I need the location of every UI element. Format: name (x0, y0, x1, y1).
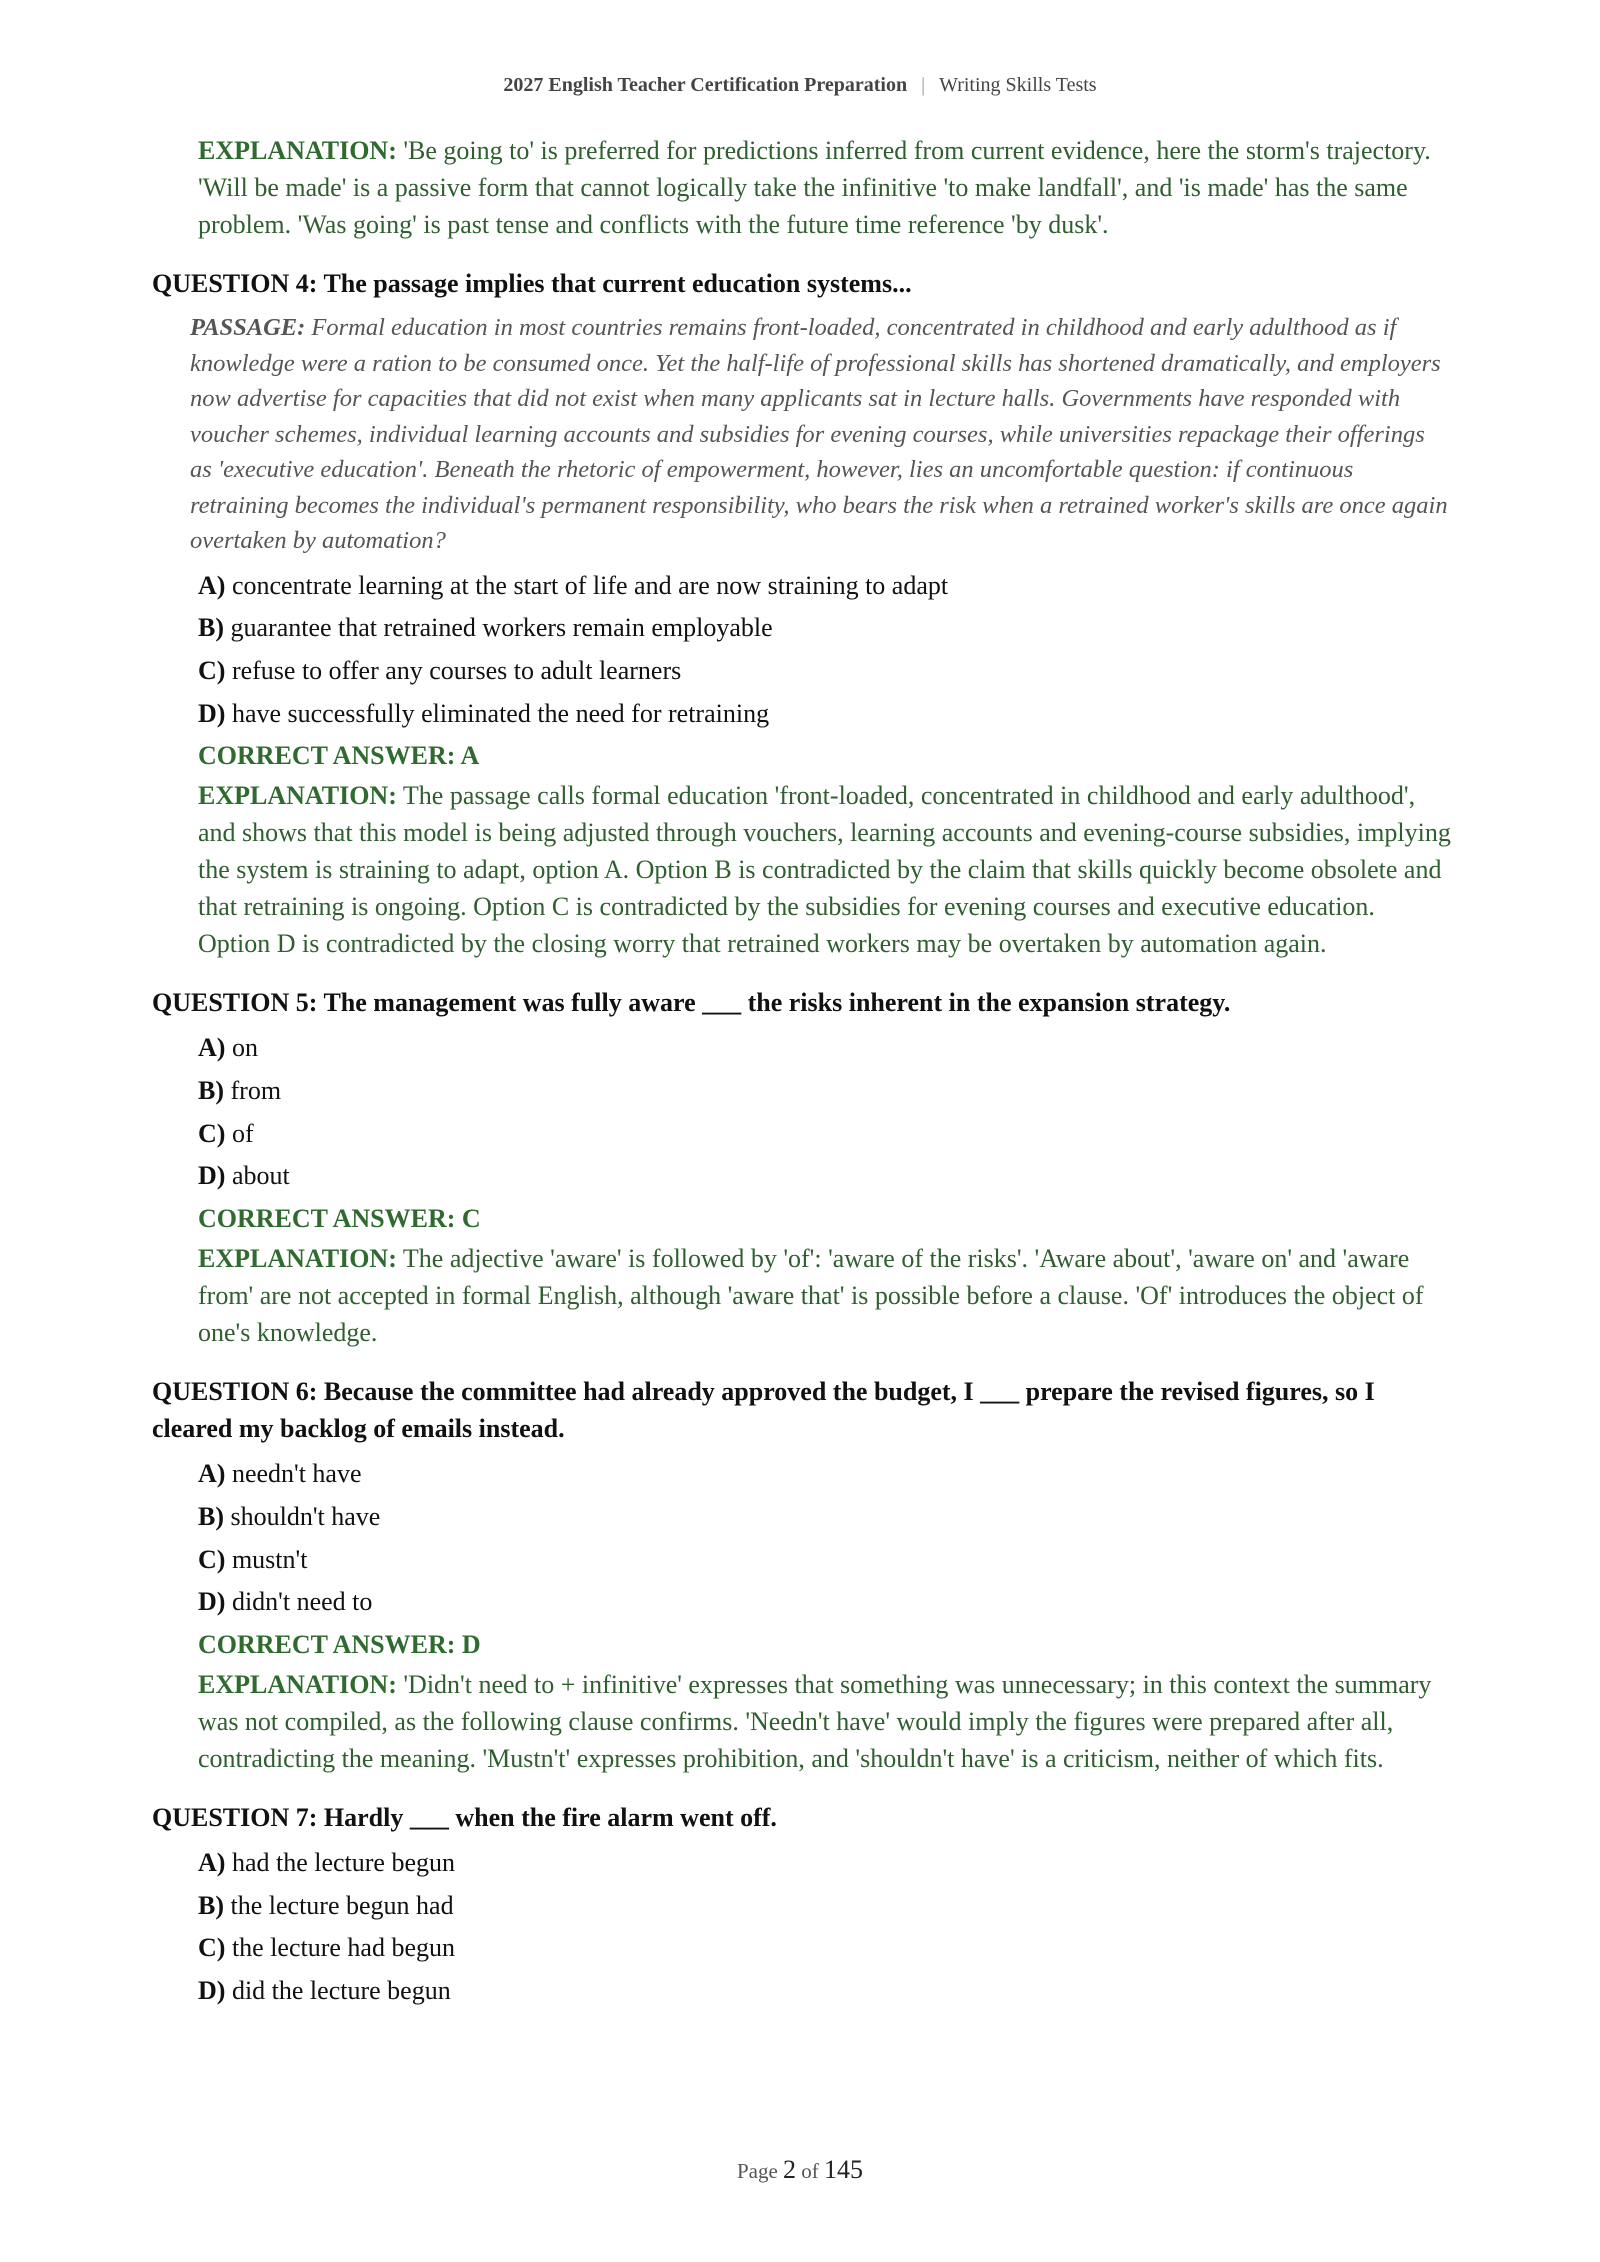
explanation-label: EXPLANATION: (198, 781, 397, 811)
question-6-explanation (198, 1666, 1452, 1777)
option-a (198, 565, 1452, 608)
running-header (0, 74, 1600, 97)
option-text: from (230, 1076, 282, 1106)
option-text: on (231, 1033, 258, 1063)
option-c (198, 650, 1452, 693)
option-letter: B) (198, 1501, 224, 1531)
option-text: the lecture had begun (231, 1933, 456, 1963)
question-6-title: QUESTION 6: Because the committee had already approved the budget, I ___ prepare the revised figures, so I cleared my backlog of emails instead. (152, 1377, 1375, 1444)
question-7-options (198, 1842, 1452, 2013)
header-title: 2027 English Teacher Certification Preparation (503, 74, 908, 96)
passage-text: Formal education in most countries remains front-loaded, concentrated in childhood and early adulthood as if knowledge were a ration to be consumed once. Yet the half-life of professional skills has shortened dramatically, and employers now advertise for capacities that did not exist when many applicants sat in lecture halls. Governments have responded with voucher schemes, individual learning accounts and subsidies for evening courses, while universities repackage their offerings as 'executive education'. Beneath the rhetoric of empowerment, however, lies an uncomfortable question: if continuous retraining becomes the individual's permanent responsibility, who bears the risk when a retrained worker's skills are once again overtaken by automation? (190, 314, 1448, 554)
option-b (198, 607, 1452, 650)
option-text: about (231, 1161, 290, 1191)
option-letter: C) (198, 1544, 226, 1574)
option-letter: D) (198, 698, 226, 728)
question-5-correct-answer: CORRECT ANSWER: C (198, 1204, 481, 1234)
option-letter: A) (198, 1459, 226, 1489)
option-d (198, 693, 1452, 736)
question-4-passage (190, 310, 1452, 559)
explanation-label: EXPLANATION: (198, 136, 397, 165)
option-text: had the lecture begun (231, 1847, 456, 1877)
option-d (198, 1155, 1452, 1198)
option-d (198, 1581, 1452, 1624)
option-letter: A) (198, 1847, 226, 1877)
option-text: shouldn't have (230, 1501, 381, 1531)
option-letter: A) (198, 570, 226, 600)
option-b (198, 1070, 1452, 1113)
option-text: have successfully eliminated the need for retraining (231, 698, 770, 728)
question-4-explanation (198, 777, 1452, 962)
option-d (198, 1970, 1452, 2013)
option-text: did the lecture begun (231, 1976, 451, 2006)
explanation-text: 'Be going to' is preferred for predictions inferred from current evidence, here the storm's trajectory. 'Will be made' is a passive form that cannot logically take the infinitive 'to make landfall', and 'is made' has the same problem. 'Was going' is past tense and conflicts with the future time reference 'by dusk'. (198, 136, 1431, 239)
question-7-title: QUESTION 7: Hardly ___ when the fire alarm went off. (152, 1802, 777, 1832)
explanation-text: The passage calls formal education 'front-loaded, concentrated in childhood and early adulthood', and shows that this model is being adjusted through vouchers, learning accounts and evening-course subsidies, implying the system is straining to adapt, option A. Option B is contradicted by the claim that skills quickly become obsolete and that retraining is ongoing. Option C is contradicted by the subsidies for evening courses and executive education. Option D is contradicted by the closing worry that retrained workers may be overtaken by automation again. (198, 781, 1451, 959)
header-separator: | (921, 74, 926, 96)
option-text: needn't have (231, 1459, 362, 1489)
current-page-number: 2 (783, 2155, 797, 2184)
page-content (152, 132, 1452, 2013)
header-section: Writing Skills Tests (939, 74, 1097, 96)
question-5-explanation (198, 1240, 1452, 1351)
option-b (198, 1496, 1452, 1539)
question-6-options (198, 1453, 1452, 1624)
option-letter: A) (198, 1033, 226, 1063)
option-text: didn't need to (231, 1587, 373, 1617)
total-page-count: 145 (824, 2155, 864, 2184)
option-a (198, 1453, 1452, 1496)
question-4-title: QUESTION 4: The passage implies that current education systems... (152, 269, 912, 298)
question-5-title: QUESTION 5: The management was fully aware ___ the risks inherent in the expansion strategy. (152, 988, 1231, 1018)
explanation-label: EXPLANATION: (198, 1669, 397, 1699)
of-word: of (801, 2159, 819, 2183)
explanation-text: The adjective 'aware' is followed by 'of': 'aware of the risks'. 'Aware about', 'aware on' and 'aware from' are not accepted in formal English, although 'aware that' is possible before a clause. 'Of' introduces the object of one's knowledge. (198, 1244, 1424, 1348)
option-text: of (231, 1118, 254, 1148)
explanation-label: EXPLANATION: (198, 1244, 397, 1274)
question-4-options (198, 565, 1452, 736)
option-letter: B) (198, 613, 224, 643)
option-c (198, 1539, 1452, 1582)
option-letter: D) (198, 1976, 226, 2006)
option-text: refuse to offer any courses to adult learners (231, 655, 682, 685)
question-3-explanation (198, 132, 1452, 243)
option-text: concentrate learning at the start of life and are now straining to adapt (231, 570, 949, 600)
option-text: guarantee that retrained workers remain employable (230, 613, 773, 643)
passage-label: PASSAGE: (190, 314, 306, 341)
question-6-correct-answer: CORRECT ANSWER: D (198, 1629, 481, 1659)
option-c (198, 1113, 1452, 1156)
option-letter: C) (198, 1933, 226, 1963)
option-c (198, 1927, 1452, 1970)
question-5-options (198, 1027, 1452, 1198)
question-4-correct-answer: CORRECT ANSWER: A (198, 741, 480, 771)
option-letter: B) (198, 1890, 224, 1920)
option-letter: D) (198, 1161, 226, 1191)
option-letter: D) (198, 1587, 226, 1617)
option-letter: C) (198, 655, 226, 685)
option-letter: B) (198, 1076, 224, 1106)
explanation-text: 'Didn't need to + infinitive' expresses that something was unnecessary; in this context the summary was not compiled, as the following clause confirms. 'Needn't have' would imply the figures were prepared after all, contradicting the meaning. 'Mustn't' expresses prohibition, and 'shouldn't have' is a criticism, neither of which fits. (198, 1669, 1432, 1773)
option-a (198, 1842, 1452, 1885)
option-a (198, 1027, 1452, 1070)
page-word: Page (736, 2159, 778, 2183)
option-b (198, 1885, 1452, 1928)
option-letter: C) (198, 1118, 226, 1148)
option-text: the lecture begun had (230, 1890, 454, 1920)
page-footer (0, 2155, 1600, 2185)
option-text: mustn't (231, 1544, 308, 1574)
